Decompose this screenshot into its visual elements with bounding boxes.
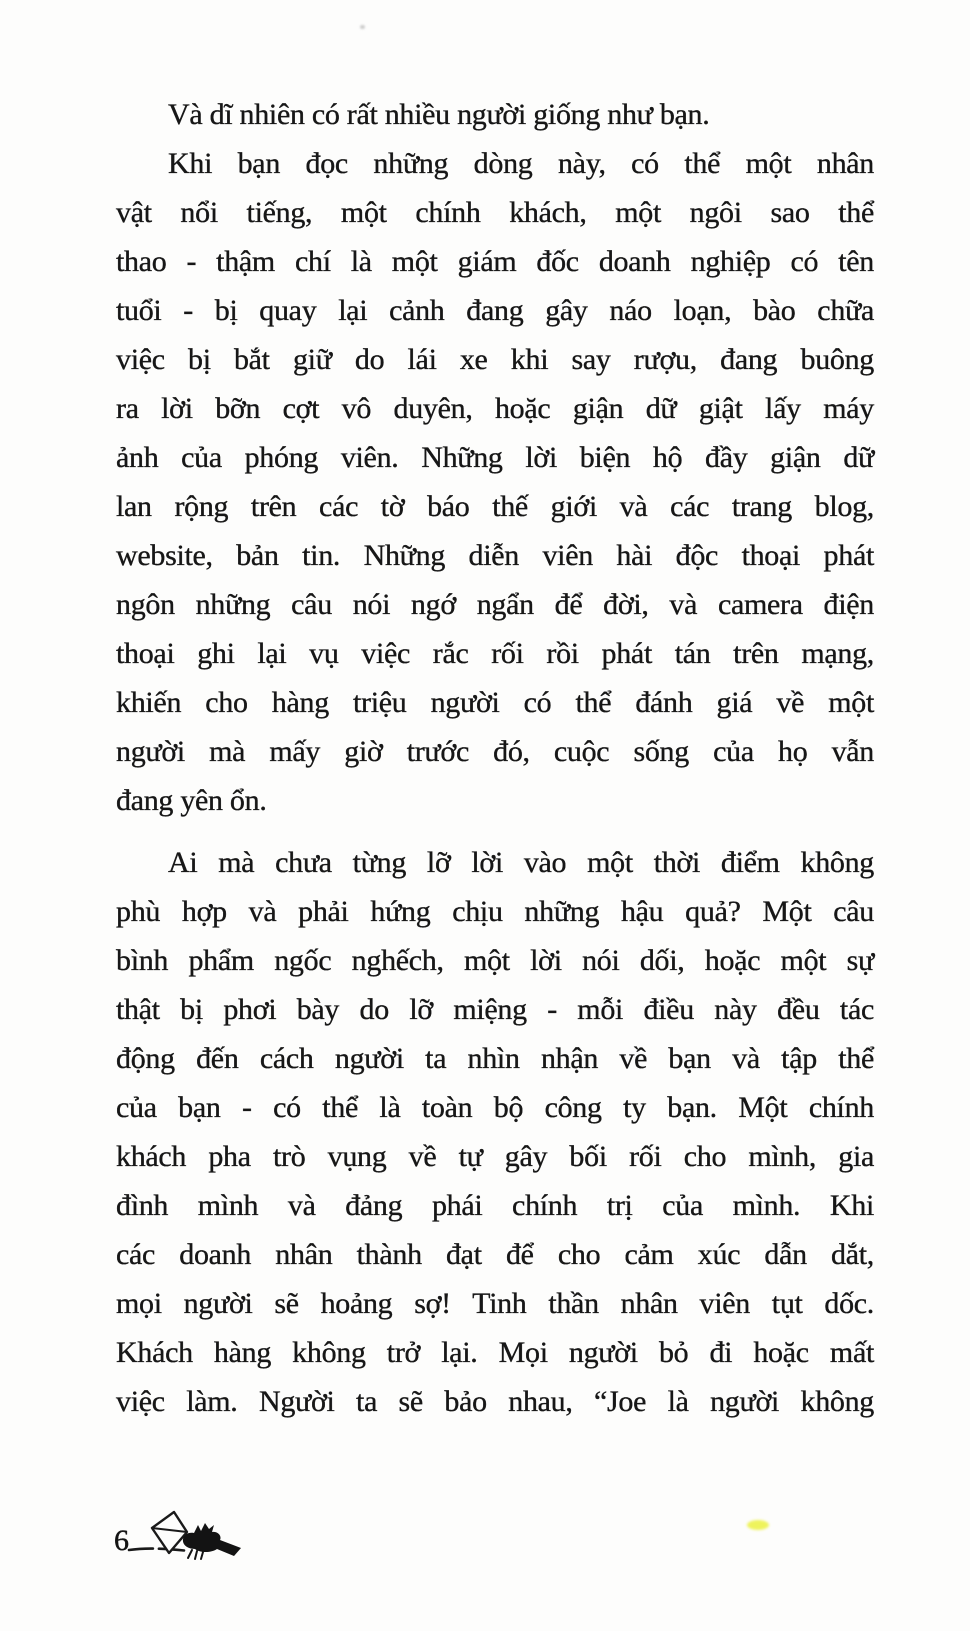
bird-ink-sketch-icon: [126, 1504, 246, 1562]
text-line: việc làm. Người ta sẽ bảo nhau, “Joe là người không: [116, 1385, 874, 1418]
text-line: Khách hàng không trở lại. Mọi người bỏ đi hoặc mất: [116, 1336, 874, 1369]
page-number: 6: [114, 1524, 129, 1557]
paragraph: [116, 838, 874, 1426]
text-line: Ai mà chưa từng lỡ lời vào một thời điểm không: [168, 846, 874, 879]
text-line: thật bị phơi bày do lỡ miệng - mỗi điều này đều tác: [116, 993, 874, 1026]
text-block: [116, 90, 874, 1426]
paragraph: [116, 90, 874, 139]
text-line: ngôn những câu nói ngớ ngẩn để đời, và camera điện: [116, 588, 874, 621]
text-line: ra lời bỡn cợt vô duyên, hoặc giận dữ giật lấy máy: [116, 392, 874, 425]
text-line: ảnh của phóng viên. Những lời biện hộ đầy giận dữ: [116, 441, 874, 474]
yellow-highlight-speck: [747, 1520, 769, 1530]
text-line: vật nổi tiếng, một chính khách, một ngôi sao thể: [116, 196, 874, 229]
paragraph: [116, 139, 874, 825]
text-line: động đến cách người ta nhìn nhận về bạn và tập thể: [116, 1042, 874, 1075]
text-line: các doanh nhân thành đạt để cho cảm xúc dẫn dắt,: [116, 1238, 874, 1271]
text-line: khiến cho hàng triệu người có thể đánh giá về một: [116, 686, 874, 719]
text-line: đang yên ổn.: [116, 784, 267, 817]
text-line: của bạn - có thể là toàn bộ công ty bạn. Một chính: [116, 1091, 874, 1124]
text-line: tuổi - bị quay lại cảnh đang gây náo loạn, bào chữa: [116, 294, 874, 327]
scan-dust-speck: [360, 25, 365, 29]
text-line: website, bản tin. Những diễn viên hài độc thoại phát: [116, 539, 874, 572]
text-line: người mà mấy giờ trước đó, cuộc sống của họ vẫn: [116, 735, 874, 768]
text-line: khách pha trò vụng về tự gây bối rối cho mình, gia: [116, 1140, 874, 1173]
text-line: thao - thậm chí là một giám đốc doanh nghiệp có tên: [116, 245, 874, 278]
text-line: bình phẩm ngốc nghếch, một lời nói dối, hoặc một sự: [116, 944, 874, 977]
text-line: Khi bạn đọc những dòng này, có thể một nhân: [168, 147, 874, 180]
text-line: thoại ghi lại vụ việc rắc rối rồi phát tán trên mạng,: [116, 637, 874, 670]
text-line: việc bị bắt giữ do lái xe khi say rượu, đang buông: [116, 343, 874, 376]
text-line: đình mình và đảng phái chính trị của mình. Khi: [116, 1189, 874, 1222]
text-line: phù hợp và phải hứng chịu những hậu quả? Một câu: [116, 895, 874, 928]
text-line: lan rộng trên các tờ báo thế giới và các trang blog,: [116, 490, 874, 523]
text-line: mọi người sẽ hoảng sợ! Tinh thần nhân viên tụt dốc.: [116, 1287, 874, 1320]
text-line: Và dĩ nhiên có rất nhiều người giống như bạn.: [168, 98, 710, 131]
